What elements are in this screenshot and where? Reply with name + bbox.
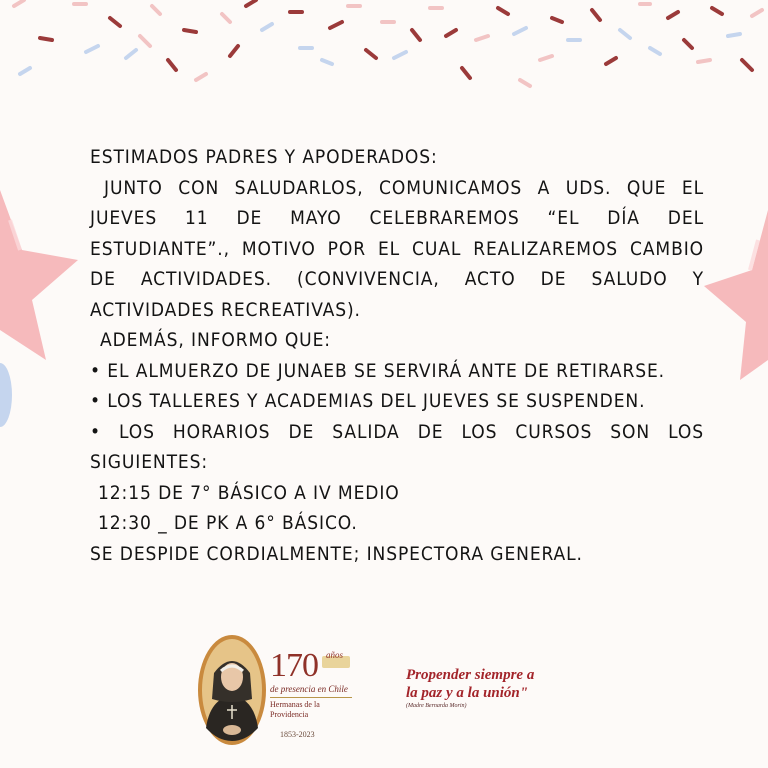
notice-paragraph-line: ACTIVIDADES RECREATIVAS). <box>90 298 361 321</box>
pink-star-right-decoration <box>704 210 768 400</box>
notice-paragraph-line: JUEVES 11 DE MAYO CELEBRAREMOS “EL DÍA DEL <box>90 207 704 229</box>
notice-paragraph-line: JUNTO CON SALUDARLOS, COMUNICAMOS A UDS. QUE EL <box>104 176 704 199</box>
notice-bullet: • LOS TALLERES Y ACADEMIAS DEL JUEVES SE SUSPENDEN. <box>90 390 646 412</box>
pink-star-left-decoration <box>0 180 80 370</box>
notice-paragraph-line: ESTUDIANTE”., MOTIVO POR EL CUAL REALIZAREMOS CAMBIO <box>90 237 704 260</box>
anniversary-congregation: Hermanas de la Providencia <box>270 700 320 719</box>
motto-line: la paz y a la unión" <box>406 685 529 701</box>
notice-bullet: • EL ALMUERZO DE JUNAEB SE SERVIRÁ ANTE DE RETIRARSE. <box>90 359 666 382</box>
anniversary-subtitle: de presencia en Chile <box>270 684 348 694</box>
anniversary-anios: años <box>326 650 344 660</box>
anniversary-text <box>270 648 358 740</box>
anniversary-years: 1853-2023 <box>280 730 315 739</box>
motto-author: (Madre Bernarda Morin) <box>406 703 467 709</box>
notice-also-heading: ADEMÁS, INFORMO QUE: <box>100 329 331 351</box>
notice-body <box>90 142 704 569</box>
notice-schedule: 12:15 DE 7° BÁSICO A IV MEDIO <box>98 481 400 504</box>
notice-bullet-continuation: SIGUIENTES: <box>90 451 209 473</box>
motto-line: Propender siempre a <box>406 667 535 683</box>
notice-bullet: • LOS HORARIOS DE SALIDA DE LOS CURSOS SON LOS <box>90 420 704 443</box>
motto-quote <box>406 666 596 710</box>
notice-schedule: 12:30 _ DE PK A 6° BÁSICO. <box>98 512 358 534</box>
notice-paragraph-line: DE ACTIVIDADES. (CONVIVENCIA, ACTO DE SALUDO Y <box>90 268 704 290</box>
notice-greeting: ESTIMADOS PADRES Y APODERADOS: <box>90 146 438 168</box>
notice-closing: SE DESPIDE CORDIALMENTE; INSPECTORA GENERAL. <box>90 542 583 565</box>
anniversary-number: 170 <box>270 647 318 684</box>
blue-balloon-decoration <box>0 360 14 430</box>
anniversary-logo <box>196 633 356 748</box>
confetti-decoration <box>0 0 768 110</box>
founder-portrait-icon <box>196 633 268 748</box>
anniversary-divider <box>270 697 352 698</box>
